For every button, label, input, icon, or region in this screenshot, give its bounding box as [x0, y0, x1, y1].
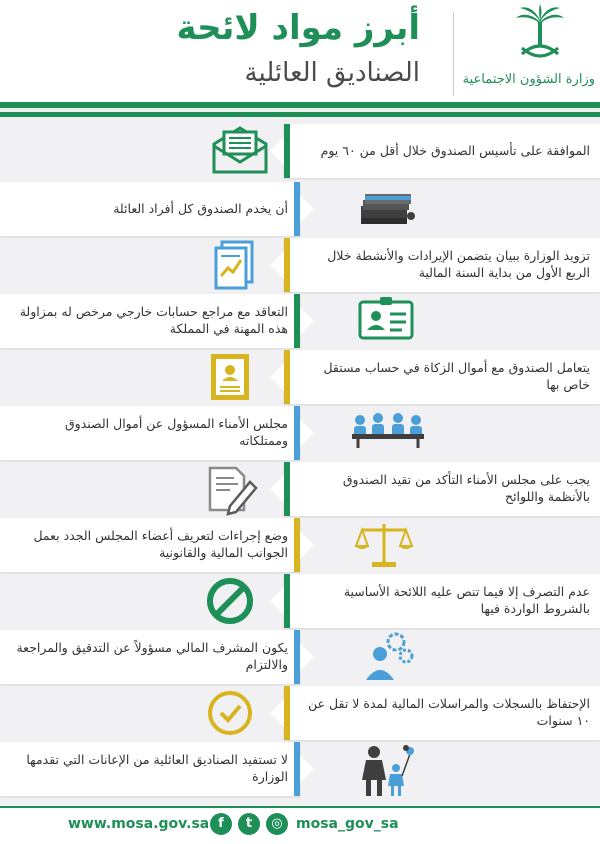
header-bar [0, 102, 600, 108]
item-text: أن يخدم الصندوق كل أفراد العائلة [113, 200, 288, 216]
item-card [0, 518, 300, 572]
item-card [0, 742, 300, 796]
check-circle-icon [180, 686, 280, 744]
page-title: أبرز مواد لائحة [176, 8, 420, 48]
top-stripe [0, 112, 600, 117]
item-text: الإحتفاظ بالسجلات والمراسلات المالية لمدة لا تقل عن ١٠ سنوات [308, 696, 590, 728]
report-chart-icon [184, 238, 284, 296]
website-link[interactable]: www.mosa.gov.sa [68, 816, 210, 832]
list-item [0, 462, 600, 520]
item-text: مجلس الأمناء المسؤول عن أموال الصندوق وممتلكاته [64, 416, 288, 448]
ministry-emblem-icon [508, 4, 572, 70]
item-card [284, 350, 600, 404]
item-text: يتعامل الصندوق مع أموال الزكاة في حساب مستقل خاص بها [323, 360, 590, 392]
meeting-table-icon [338, 406, 438, 464]
profile-document-icon [180, 350, 280, 408]
list-item [0, 294, 600, 352]
twitter-icon[interactable]: t [238, 813, 260, 835]
item-text: التعاقد مع مراجع حسابات خارجي مرخص له بمزاولة هذه المهنة في المملكة [19, 304, 288, 336]
prohibited-icon [180, 574, 280, 632]
item-card [284, 124, 600, 178]
item-text: وضع إجراءات لتعريف أعضاء المجلس الجدد بعمل الجوانب المالية والقانونية [33, 528, 288, 560]
item-text: لا تستفيد الصناديق العائلية من الإعانات التي تقدمها الوزارة [26, 752, 288, 784]
instagram-icon[interactable]: ◎ [266, 813, 288, 835]
item-text: تزويد الوزارة ببيان يتضمن الإيرادات والأنشطة خلال الربع الأول من بداية السنة المالية [327, 248, 590, 280]
item-card [284, 238, 600, 292]
item-card [0, 630, 300, 684]
item-text: الموافقة على تأسيس الصندوق خلال أقل من ٦٠ يوم [320, 142, 590, 158]
header-divider [453, 12, 454, 96]
facebook-icon[interactable]: f [210, 813, 232, 835]
list-item [0, 686, 600, 744]
document-pen-icon [180, 462, 280, 520]
list-item [0, 182, 600, 240]
person-gears-icon [336, 630, 436, 688]
family-icon [334, 742, 434, 800]
list-item [0, 238, 600, 296]
item-card [0, 406, 300, 460]
page-subtitle: الصناديق العائلية [244, 58, 420, 88]
item-text: يكون المشرف المالي مسؤولاً عن التدقيق والمراجعة والالتزام [16, 640, 288, 672]
item-card [284, 462, 600, 516]
item-card [284, 686, 600, 740]
list-item [0, 574, 600, 632]
list-item [0, 350, 600, 408]
list-item [0, 742, 600, 800]
item-card [0, 182, 300, 236]
list-item [0, 406, 600, 464]
item-text: يجب على مجلس الأمناء التأكد من تقيد الصندوق بالأنظمة واللوائح [342, 472, 590, 504]
item-card [284, 574, 600, 628]
money-stack-icon [336, 182, 436, 240]
list-item [0, 518, 600, 576]
scales-icon [334, 518, 434, 576]
list-item [0, 630, 600, 688]
list-item [0, 124, 600, 182]
id-card-icon [336, 294, 436, 352]
ministry-name: وزارة الشؤون الاجتماعية [462, 72, 595, 87]
item-card [0, 294, 300, 348]
social-handle[interactable]: mosa_gov_sa [296, 816, 399, 832]
item-text: عدم التصرف إلا فيما تنص عليه اللائحة الأساسية بالشروط الواردة فيها [343, 584, 590, 616]
